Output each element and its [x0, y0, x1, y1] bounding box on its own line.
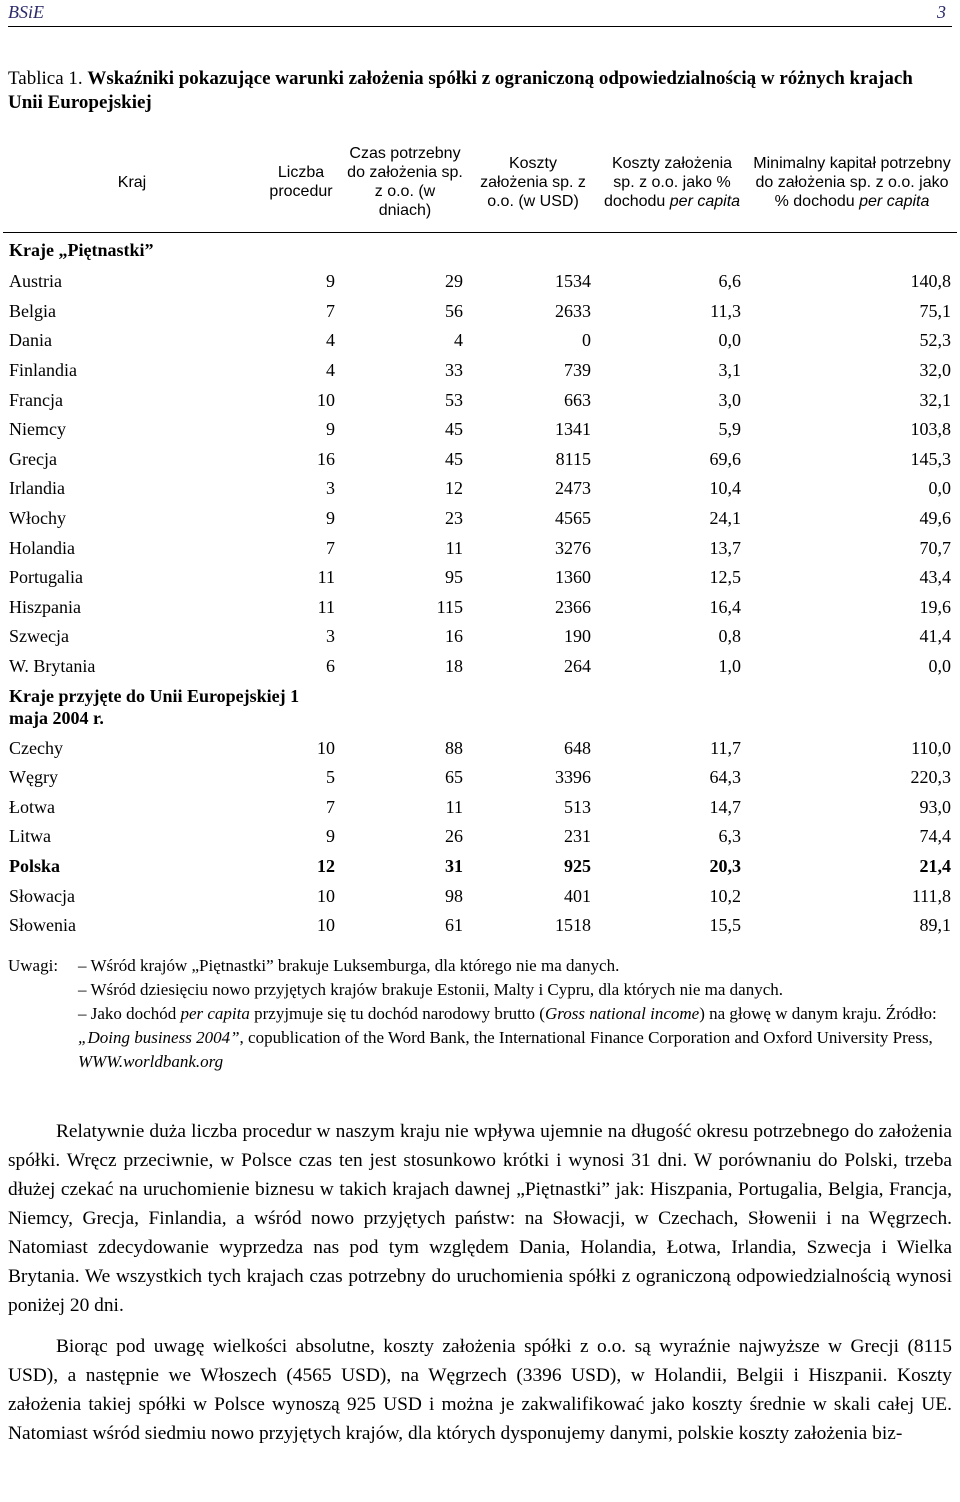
cell-days: 12 — [445, 478, 463, 499]
table-row — [3, 297, 957, 327]
table-row — [3, 326, 957, 356]
cell-procedures: 10 — [317, 885, 335, 906]
cell-cost-usd: 3396 — [555, 767, 591, 788]
journal-title: BSiE — [8, 2, 44, 22]
table-row — [3, 852, 957, 882]
cell-days: 45 — [445, 448, 463, 469]
cell-procedures: 10 — [317, 915, 335, 936]
cell-cost-pct: 11,7 — [710, 737, 741, 758]
cell-country: Grecja — [9, 448, 57, 469]
cell-country: W. Brytania — [9, 656, 96, 677]
cell-cost-usd: 0 — [582, 330, 591, 351]
cell-cost-usd: 925 — [564, 855, 591, 876]
cell-cost-usd: 264 — [564, 656, 591, 677]
cell-days: 23 — [445, 508, 463, 529]
cell-procedures: 3 — [326, 626, 335, 647]
cell-cost-pct: 6,3 — [718, 826, 741, 847]
cell-days: 29 — [445, 271, 463, 292]
table-row — [3, 267, 957, 297]
cell-min-capital: 41,4 — [919, 626, 951, 647]
table-header-row — [3, 128, 957, 233]
cell-country: Słowacja — [9, 885, 75, 906]
cell-days: 56 — [445, 300, 463, 321]
cell-min-capital: 140,8 — [910, 271, 951, 292]
cell-min-capital: 111,8 — [911, 885, 951, 906]
cell-cost-usd: 1534 — [555, 271, 591, 292]
header-rule — [8, 26, 952, 27]
col-header-procedures: Liczba procedur — [261, 128, 341, 233]
cell-cost-pct: 5,9 — [718, 419, 741, 440]
table-row — [3, 504, 957, 534]
cell-country: Włochy — [9, 508, 66, 529]
cell-days: 11 — [445, 796, 463, 817]
col-header-time: Czas potrzebny do założenia sp. z o.o. (w dniach) — [341, 128, 469, 233]
cell-procedures: 12 — [317, 855, 335, 876]
table-row — [3, 356, 957, 386]
cell-min-capital: 145,3 — [910, 448, 951, 469]
cell-country: Hiszpania — [9, 596, 81, 617]
cell-country: Irlandia — [9, 478, 65, 499]
table-label: Tablica 1. — [8, 68, 83, 89]
source-link: WWW.worldbank.org — [78, 1052, 224, 1071]
cell-cost-usd: 401 — [564, 885, 591, 906]
col-header-capital: Minimalny kapitał potrzebny do założenia sp. z o.o. jako % dochodu per capita — [747, 128, 957, 233]
indicators-table — [3, 128, 957, 940]
cell-days: 26 — [445, 826, 463, 847]
cell-cost-usd: 663 — [564, 389, 591, 410]
cell-min-capital: 220,3 — [910, 767, 951, 788]
paragraph-1: Relatywnie duża liczba procedur w naszym kraju nie wpływa ujemnie na długość okresu potrzebnego do założenia spółki. Wręcz przeciwnie, w Polsce czas ten jest stosunkowo krótki i wynosi 31 dni. W porównaniu do Polski, trzeba dłużej czekać na uruchomienie biznesu w takich krajach dawnej „Piętnastki” jak: Hiszpania, Portugalia, Belgia, Francja, Niemcy, Grecja, Finlandia, a wśród nowo przyjętych państw: na Słowacji, w Czechach, Słowenii i na Węgrzech. Natomiast zdecydowanie wyprzedza nas pod tym względem Dania, Holandia, Łotwa, Irlandia, Szwecja i Wielka Brytania. We wszystkich tych krajach czas potrzebny do uruchomienia spółki z ograniczoną odpowiedzialnością wynosi poniżej 20 dni. — [8, 1121, 952, 1316]
cell-cost-pct: 64,3 — [709, 767, 741, 788]
cell-cost-usd: 648 — [564, 737, 591, 758]
cell-min-capital: 32,0 — [919, 360, 951, 381]
cell-country: Belgia — [9, 300, 56, 321]
cell-cost-usd: 1360 — [555, 567, 591, 588]
cell-days: 33 — [445, 360, 463, 381]
section-heading-eu15: Kraje „Piętnastki” — [9, 239, 154, 260]
cell-cost-usd: 4565 — [555, 508, 591, 529]
cell-days: 95 — [445, 567, 463, 588]
cell-country: Węgry — [9, 767, 58, 788]
cell-country: Czechy — [9, 737, 63, 758]
table-row — [3, 385, 957, 415]
cell-min-capital: 74,4 — [919, 826, 951, 847]
cell-min-capital: 32,1 — [919, 389, 951, 410]
cell-procedures: 16 — [317, 448, 335, 469]
cell-cost-pct: 6,6 — [718, 271, 741, 292]
cell-country: Niemcy — [9, 419, 66, 440]
cell-min-capital: 70,7 — [919, 537, 951, 558]
cell-procedures: 4 — [326, 330, 335, 351]
cell-cost-pct: 14,7 — [709, 796, 741, 817]
cell-min-capital: 52,3 — [919, 330, 951, 351]
cell-cost-usd: 8115 — [555, 448, 591, 469]
cell-country: Dania — [9, 330, 52, 351]
cell-country: Słowenia — [9, 915, 76, 936]
table-row — [3, 881, 957, 911]
cell-cost-usd: 190 — [564, 626, 591, 647]
cell-days: 115 — [436, 596, 463, 617]
cell-cost-usd: 231 — [564, 826, 591, 847]
cell-days: 4 — [454, 330, 463, 351]
cell-cost-usd: 3276 — [555, 537, 591, 558]
table-row — [3, 593, 957, 623]
col-header-country: Kraj — [3, 128, 261, 233]
cell-country: Austria — [9, 271, 62, 292]
table-row — [3, 793, 957, 823]
cell-procedures: 10 — [317, 389, 335, 410]
cell-country: Holandia — [9, 537, 75, 558]
cell-cost-usd: 739 — [564, 360, 591, 381]
table-caption — [8, 67, 952, 115]
table-title: Wskaźniki pokazujące warunki założenia spółki z ograniczoną odpowiedzialnością w różnych krajach Unii Europejskiej — [8, 68, 913, 113]
cell-procedures: 7 — [326, 537, 335, 558]
cell-cost-pct: 20,3 — [709, 855, 741, 876]
cell-country: Francja — [9, 389, 63, 410]
cell-cost-usd: 2633 — [555, 300, 591, 321]
cell-cost-pct: 12,5 — [709, 567, 741, 588]
cell-cost-pct: 0,8 — [718, 626, 741, 647]
section-heading-new-members: Kraje przyjęte do Unii Europejskiej 1 maja 2004 r. — [9, 686, 300, 729]
cell-country: Portugalia — [9, 567, 83, 588]
cell-days: 53 — [445, 389, 463, 410]
cell-days: 16 — [445, 626, 463, 647]
cell-days: 45 — [445, 419, 463, 440]
table-row — [3, 763, 957, 793]
cell-cost-usd: 1341 — [555, 419, 591, 440]
note-1: – Wśród krajów „Piętnastki” brakuje Luksemburga, dla którego nie ma danych. — [78, 956, 620, 975]
cell-procedures: 4 — [326, 360, 335, 381]
table-row — [3, 415, 957, 445]
cell-days: 11 — [445, 537, 463, 558]
cell-min-capital: 0,0 — [928, 478, 951, 499]
cell-country: Litwa — [9, 826, 51, 847]
cell-cost-pct: 13,7 — [709, 537, 741, 558]
cell-procedures: 11 — [317, 567, 335, 588]
table-row — [3, 652, 957, 682]
cell-min-capital: 110,0 — [911, 737, 951, 758]
cell-min-capital: 89,1 — [919, 915, 951, 936]
cell-days: 61 — [445, 915, 463, 936]
table-row — [3, 474, 957, 504]
cell-min-capital: 75,1 — [919, 300, 951, 321]
cell-procedures: 9 — [326, 271, 335, 292]
table-row — [3, 445, 957, 475]
cell-procedures: 3 — [326, 478, 335, 499]
table-row — [3, 733, 957, 763]
col-header-cost-usd: Koszty założenia sp. z o.o. (w USD) — [469, 128, 597, 233]
cell-country: Finlandia — [9, 360, 77, 381]
cell-days: 65 — [445, 767, 463, 788]
cell-procedures: 6 — [326, 656, 335, 677]
cell-procedures: 9 — [326, 826, 335, 847]
cell-procedures: 9 — [326, 419, 335, 440]
cell-cost-pct: 10,2 — [709, 885, 741, 906]
cell-days: 98 — [445, 885, 463, 906]
cell-cost-usd: 513 — [564, 796, 591, 817]
cell-cost-pct: 15,5 — [709, 915, 741, 936]
cell-min-capital: 21,4 — [919, 855, 951, 876]
cell-cost-pct: 3,1 — [718, 360, 741, 381]
table-notes — [8, 954, 952, 1074]
note-3: – Jako dochód per capita przyjmuje się tu dochód narodowy brutto (Gross national income) na głowę w danym kraju. Źródło: „Doing business 2004”, copublication of the Word Bank, the International Finance Corporation and Oxford University Press, WWW.worldbank.org — [78, 1004, 937, 1071]
table-row — [3, 563, 957, 593]
cell-country: Szwecja — [9, 626, 69, 647]
cell-min-capital: 19,6 — [919, 596, 951, 617]
table-row — [3, 533, 957, 563]
cell-cost-pct: 0,0 — [718, 330, 741, 351]
cell-cost-pct: 24,1 — [709, 508, 741, 529]
cell-cost-pct: 3,0 — [718, 389, 741, 410]
cell-cost-pct: 16,4 — [709, 596, 741, 617]
cell-cost-pct: 10,4 — [709, 478, 741, 499]
col-header-cost-pct: Koszty założenia sp. z o.o. jako % dochodu per capita — [597, 128, 747, 233]
paragraph-2: Biorąc pod uwagę wielkości absolutne, koszty założenia spółki z o.o. są wyraźnie najwyższe w Grecji (8115 USD), a następnie we Włoszech (4565 USD), na Węgrzech (3396 USD), w Holandii, Belgii i Hiszpanii. Koszty założenia takiej spółki w Polsce wynoszą 925 USD i można je zakwalifikować jako koszty średnie w skali całej UE. Natomiast wśród siedmiu nowo przyjętych krajów, dla których dysponujemy danymi, polskie koszty założenia biz- — [8, 1336, 952, 1444]
cell-cost-usd: 1518 — [555, 915, 591, 936]
cell-country: Łotwa — [9, 796, 55, 817]
note-2: – Wśród dziesięciu nowo przyjętych krajów brakuje Estonii, Malty i Cypru, dla których nie ma danych. — [78, 980, 784, 999]
table-row — [3, 622, 957, 652]
cell-procedures: 7 — [326, 796, 335, 817]
cell-procedures: 5 — [326, 767, 335, 788]
table-row — [3, 822, 957, 852]
cell-procedures: 10 — [317, 737, 335, 758]
cell-cost-usd: 2366 — [555, 596, 591, 617]
cell-min-capital: 93,0 — [919, 796, 951, 817]
page-number: 3 — [937, 2, 946, 22]
cell-cost-pct: 1,0 — [718, 656, 741, 677]
cell-country: Polska — [9, 855, 61, 876]
cell-days: 88 — [445, 737, 463, 758]
cell-procedures: 11 — [317, 596, 335, 617]
cell-days: 18 — [445, 656, 463, 677]
cell-min-capital: 0,0 — [928, 656, 951, 677]
cell-min-capital: 49,6 — [919, 508, 951, 529]
cell-days: 31 — [445, 855, 463, 876]
cell-cost-pct: 11,3 — [710, 300, 741, 321]
cell-cost-pct: 69,6 — [709, 448, 741, 469]
cell-min-capital: 43,4 — [919, 567, 951, 588]
cell-cost-usd: 2473 — [555, 478, 591, 499]
cell-procedures: 9 — [326, 508, 335, 529]
cell-min-capital: 103,8 — [910, 419, 951, 440]
body-text — [8, 1117, 952, 1448]
notes-label: Uwagi: — [8, 956, 59, 975]
cell-procedures: 7 — [326, 300, 335, 321]
running-header — [8, 2, 946, 24]
table-row — [3, 911, 957, 941]
